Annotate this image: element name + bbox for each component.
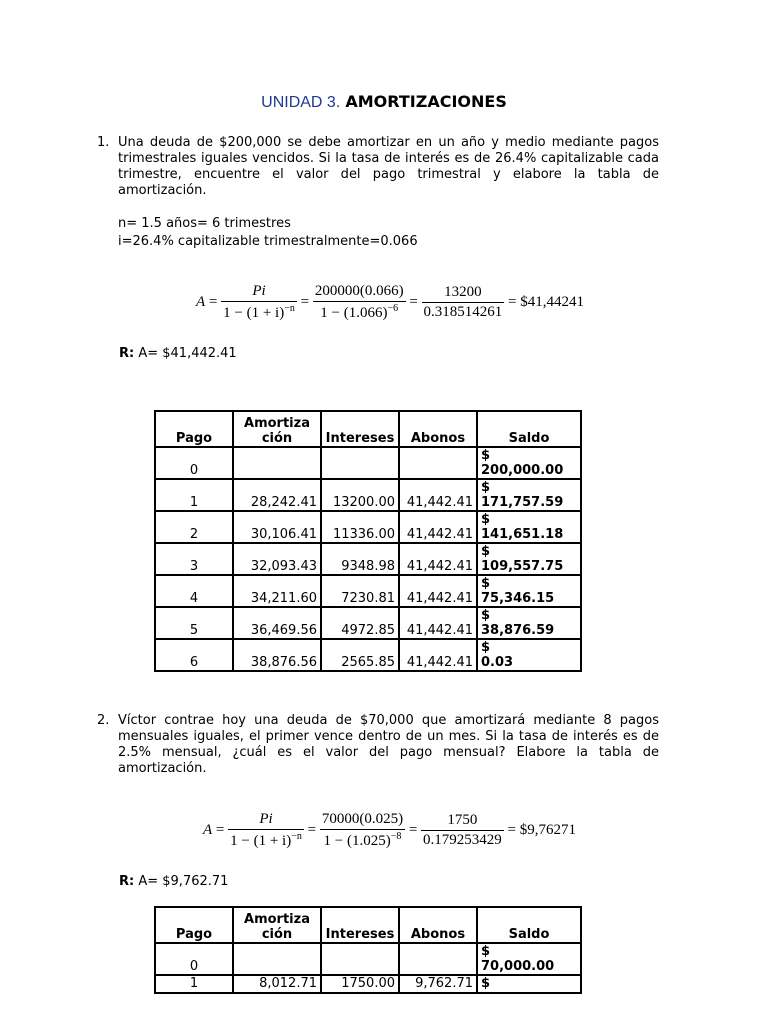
abono-value: 41,442.41 [406, 591, 473, 606]
cell-pago: 5 [155, 607, 233, 639]
cell-pago: 0 [155, 447, 233, 479]
saldo-currency: $ [481, 512, 491, 527]
saldo-currency: $ [481, 480, 491, 495]
header-intereses: Intereses [321, 411, 399, 447]
cell-amortizacion: 30,106.41 [233, 511, 321, 543]
cell-pago: 1 [155, 975, 233, 993]
cell-pago: 0 [155, 943, 233, 975]
cell-abonos [399, 447, 477, 479]
n-line: n= 1.5 años= 6 trimestres [118, 216, 291, 231]
header-saldo: Saldo [477, 907, 581, 943]
saldo-currency: $ [481, 448, 491, 463]
header-amortizacion: Amortiza ción [233, 907, 321, 943]
problem-text: Víctor contrae hoy una deuda de $70,000 que amortizará mediante 8 pagos mensuales iguales, el primer vence dentro de un mes. Si la tasa de interés es de 2.5% mensual, ¿cuál es el valor del pago mensual? Elabore la tabla de amortización. [118, 713, 659, 776]
cell-pago: 4 [155, 575, 233, 607]
fraction-general: $\frac{Pi}{1 - (1 + i)^{-n}}$ [230, 811, 302, 849]
table-header-row [155, 411, 581, 447]
answer-1 [119, 346, 237, 361]
saldo-value: 75,346.15 [481, 591, 555, 606]
abono-value: 41,442.41 [406, 527, 473, 542]
cell-saldo [477, 943, 581, 975]
cell-abonos [399, 975, 477, 993]
cell-intereses [321, 943, 399, 975]
abono-value: 41,442.41 [406, 655, 473, 670]
header-pago: Pago [155, 411, 233, 447]
cell-abonos [399, 607, 477, 639]
header-abonos: Abonos [399, 907, 477, 943]
cell-abonos [399, 479, 477, 511]
amortization-table-1 [154, 410, 582, 672]
answer-label: R: [119, 874, 135, 889]
cell-intereses: 13200.00 [321, 479, 399, 511]
saldo-value: 0.03 [481, 655, 514, 670]
cell-pago: 1 [155, 479, 233, 511]
cell-abonos [399, 511, 477, 543]
cell-pago: 2 [155, 511, 233, 543]
cell-abonos [399, 639, 477, 671]
cell-pago: 6 [155, 639, 233, 671]
fraction-general: $\frac{Pi}{1 - (1 + i)^{-n}}$ [223, 283, 295, 321]
cell-saldo [477, 639, 581, 671]
saldo-value: 200,000.00 [481, 463, 564, 478]
formula-lhs: A [196, 293, 206, 310]
cell-amortizacion: 32,093.43 [233, 543, 321, 575]
table-row [155, 479, 581, 511]
cell-amortizacion [233, 943, 321, 975]
i-line: i=26.4% capitalizable trimestralmente=0.066 [118, 234, 418, 249]
table-row [155, 543, 581, 575]
answer-value: A= $9,762.71 [134, 874, 229, 889]
problem-number: 1. [97, 135, 110, 150]
saldo-currency: $ [481, 976, 491, 991]
answer-label: R: [119, 346, 135, 361]
amortization-table-2 [154, 906, 582, 994]
cell-abonos [399, 543, 477, 575]
formula-lhs: A [203, 821, 213, 838]
cell-abonos [399, 943, 477, 975]
cell-saldo [477, 511, 581, 543]
cell-intereses: 2565.85 [321, 639, 399, 671]
table-row [155, 975, 581, 993]
table-row [155, 575, 581, 607]
fraction-evaluated: $\frac{13200}{0.318514261}$ [423, 284, 503, 320]
cell-intereses: 11336.00 [321, 511, 399, 543]
header-amortizacion: Amortiza ción [233, 411, 321, 447]
saldo-currency: $ [481, 544, 491, 559]
page-title [0, 92, 768, 112]
header-intereses: Intereses [321, 907, 399, 943]
cell-saldo [477, 575, 581, 607]
abono-value: 41,442.41 [406, 495, 473, 510]
unit-label: UNIDAD 3. [261, 94, 341, 111]
header-abonos: Abonos [399, 411, 477, 447]
cell-saldo [477, 447, 581, 479]
table-row [155, 639, 581, 671]
table-row [155, 447, 581, 479]
cell-amortizacion: 36,469.56 [233, 607, 321, 639]
title-main: AMORTIZACIONES [345, 92, 507, 111]
cell-intereses: 4972.85 [321, 607, 399, 639]
saldo-value: 171,757.59 [481, 495, 564, 510]
fraction-substituted: $\frac{70000(0.025)}{1 - (1.025)^{-8}}$ [321, 811, 404, 849]
cell-amortizacion [233, 447, 321, 479]
table-row [155, 607, 581, 639]
fraction-evaluated: $\frac{1750}{0.179253429}$ [423, 812, 502, 848]
cell-intereses: 9348.98 [321, 543, 399, 575]
saldo-currency: $ [481, 608, 491, 623]
saldo-value: 38,876.59 [481, 623, 555, 638]
cell-saldo [477, 607, 581, 639]
formula-2: A = $\frac{Pi}{1 - (1 + i)^{-n}}$ = $\frac{70000(0.025)}{1 - (1.025)^{-8}}$ = $\frac{1750}{0.179253429}$ = $9,76271 [203, 811, 577, 849]
cell-amortizacion: 8,012.71 [233, 975, 321, 993]
cell-amortizacion: 28,242.41 [233, 479, 321, 511]
cell-pago: 3 [155, 543, 233, 575]
saldo-value: 70,000.00 [481, 959, 555, 974]
saldo-value: 141,651.18 [481, 527, 564, 542]
cell-intereses: 7230.81 [321, 575, 399, 607]
answer-2 [119, 874, 228, 889]
saldo-currency: $ [481, 944, 491, 959]
cell-saldo [477, 479, 581, 511]
abono-value: 41,442.41 [406, 623, 473, 638]
table-row [155, 943, 581, 975]
formula-result: $41,44241 [520, 293, 585, 310]
problem-number: 2. [97, 713, 110, 728]
table-row [155, 511, 581, 543]
cell-intereses [321, 447, 399, 479]
saldo-currency: $ [481, 640, 491, 655]
formula-1: A = $\frac{Pi}{1 - (1 + i)^{-n}}$ = $\frac{200000(0.066)}{1 - (1.066)^{-6}}$ = $\frac{13200}{0.318514261}$ = $41,44241 [196, 283, 585, 321]
cell-abonos [399, 575, 477, 607]
cell-amortizacion: 34,211.60 [233, 575, 321, 607]
cell-amortizacion: 38,876.56 [233, 639, 321, 671]
header-pago: Pago [155, 907, 233, 943]
abono-value: 41,442.41 [406, 559, 473, 574]
saldo-currency: $ [481, 576, 491, 591]
saldo-value: 109,557.75 [481, 559, 564, 574]
abono-value: 9,762.71 [415, 976, 473, 991]
fraction-substituted: $\frac{200000(0.066)}{1 - (1.066)^{-6}}$ [314, 283, 404, 321]
formula-result: $9,76271 [519, 821, 577, 838]
cell-intereses: 1750.00 [321, 975, 399, 993]
cell-saldo [477, 543, 581, 575]
table-header-row [155, 907, 581, 943]
problem-text: Una deuda de $200,000 se debe amortizar en un año y medio mediante pagos trimestrales iguales vencidos. Si la tasa de interés es de 26.4% capitalizable cada trimestre, encuentre el valor del pago trimestral y elabore la tabla de amortización. [118, 135, 659, 198]
header-saldo: Saldo [477, 411, 581, 447]
answer-value: A= $41,442.41 [134, 346, 237, 361]
cell-saldo [477, 975, 581, 993]
